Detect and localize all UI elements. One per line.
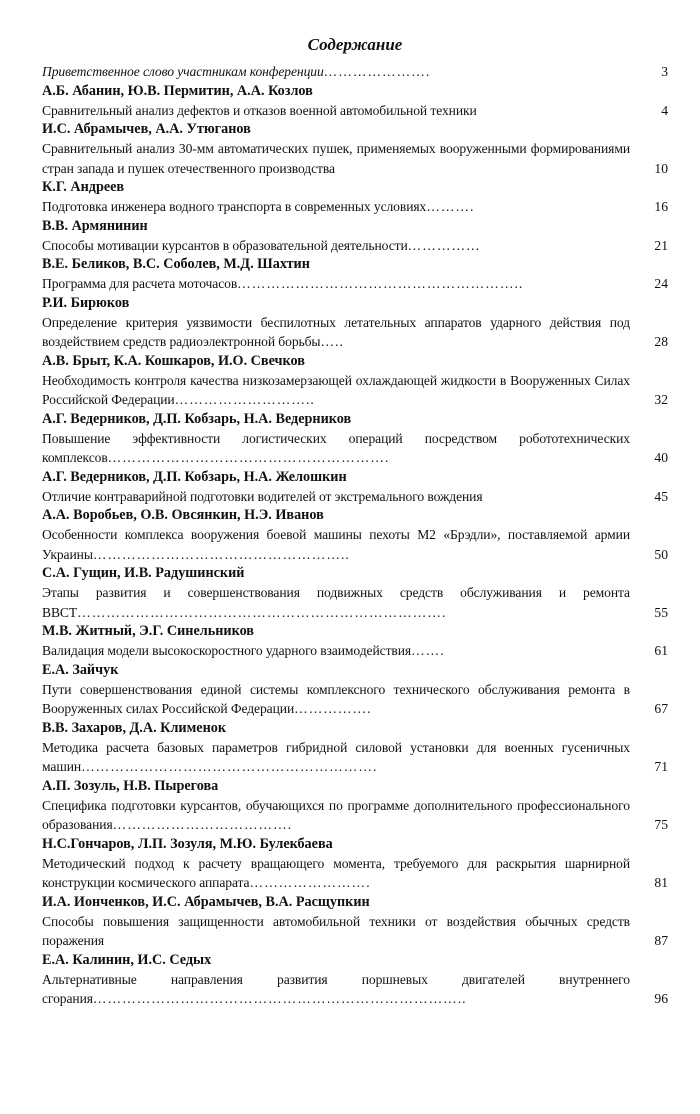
entry-leaders: ……………………………………………………. [81, 759, 378, 774]
entry-authors: А.П. Зозуль, Н.В. Пырегова [42, 777, 219, 794]
entry-title [42, 62, 630, 82]
entry-title-text: Необходимость контроля качества низкозамерзающей охлаждающей жидкости в Вооруженных Силах Российской Федерации [42, 372, 630, 407]
entry-page-number: 21 [654, 237, 668, 253]
entry-page-number: 16 [654, 199, 668, 214]
entry-title-row [42, 313, 668, 352]
toc-entry [42, 506, 668, 564]
entry-authors: И.С. Абрамычев, А.А. Утюганов [42, 121, 251, 137]
entry-leaders: ………………………………………………….. [237, 276, 524, 291]
entry-title-row [42, 854, 668, 893]
entry-leaders: ……………. [294, 701, 372, 716]
entry-title-text: Методический подход к расчету вращающего момента, требуемого для раскрытия шарнирной конструкции космического аппарата [42, 855, 630, 890]
toc-entry [42, 719, 668, 777]
entry-title-text: Альтернативные направления развития поршневых двигателей внутреннего сгорания [42, 971, 630, 1006]
entry-title [42, 236, 630, 256]
entry-page-number: 40 [654, 450, 668, 465]
entry-page-number: 61 [654, 643, 668, 658]
toc-entry [42, 622, 668, 661]
entry-page-number: 10 [654, 160, 668, 176]
entry-title [42, 680, 630, 719]
entry-authors: И.А. Ионченков, И.С. Абрамычев, В.А. Расщупкин [42, 893, 370, 910]
entry-authors: А.Б. Абанин, Ю.В. Пермитин, А.А. Козлов [42, 82, 313, 99]
entry-authors: Р.И. Бирюков [42, 294, 130, 311]
entry-title [42, 429, 630, 468]
entry-authors: М.В. Житный, Э.Г. Синельников [42, 623, 254, 639]
entry-page-number: 75 [654, 817, 668, 832]
entry-title-text: Приветственное слово участникам конференции [42, 64, 324, 79]
toc-entry [42, 178, 668, 217]
entry-title-row [42, 680, 668, 719]
entry-leaders: …………………………………………….. [92, 546, 350, 562]
entry-authors: В.В. Армянинин [42, 217, 148, 234]
entry-title [42, 525, 630, 564]
entry-title-text: Этапы развития и совершенствования подвижных средств обслуживания и ремонта ВВСТ [42, 585, 630, 620]
entry-title-row [42, 429, 668, 468]
entry-page-number: 67 [654, 701, 668, 716]
toc-title: Содержание [307, 35, 403, 54]
entry-page-number: 28 [654, 334, 668, 349]
entry-title-row [42, 274, 668, 294]
entry-title-row [42, 236, 668, 256]
entry-title-text: Повышение эффективности логистических операций посредством робототехнических комплексов [42, 430, 630, 465]
entry-title [42, 970, 630, 1009]
entry-title-text: Специфика подготовки курсантов, обучающихся по программе дополнительного профессионального образования [42, 797, 630, 832]
entry-page-number: 96 [654, 991, 668, 1006]
entry-title-row [42, 525, 668, 564]
entry-leaders: ………. [426, 199, 475, 214]
entry-title-row [42, 487, 668, 507]
entry-title-row [42, 796, 668, 835]
toc-entry [42, 777, 668, 835]
entry-title-text: Сравнительный анализ дефектов и отказов военной автомобильной техники [42, 102, 477, 118]
entry-authors: А.Г. Ведерников, Д.П. Кобзарь, Н.А. Ведерников [42, 410, 352, 427]
entry-authors: А.Г. Ведерников, Д.П. Кобзарь, Н.А. Желошкин [42, 468, 347, 485]
entry-title-row [42, 197, 668, 217]
entry-page-number: 55 [654, 604, 668, 620]
entry-authors: А.А. Воробьев, О.В. Овсянкин, Н.Э. Иванов [42, 507, 324, 523]
entry-authors: А.В. Брыт, К.А. Кошкаров, И.О. Свечков [42, 352, 305, 369]
toc-entry [42, 951, 668, 1009]
entry-authors: К.Г. Андреев [42, 179, 125, 195]
entry-title-row [42, 139, 668, 178]
toc-entry [42, 255, 668, 294]
entry-authors: Н.С.Гончаров, Л.П. Зозуля, М.Ю. Булекбаева [42, 835, 333, 852]
entry-title-text: Сравнительный анализ 30-мм автоматических пушек, применяемых вооруженными формированиями стран запада и пушек отечественного производства [42, 141, 630, 176]
entry-title-text: Определение критерия уязвимости беспилотных летательных аппаратов ударного действия под воздействием средств радиоэлектронной борьбы [42, 314, 630, 349]
entry-authors: В.В. Захаров, Д.А. Клименок [42, 719, 227, 736]
entry-title-text: Подготовка инженера водного транспорта в современных условиях [42, 199, 427, 214]
toc-entry [42, 661, 668, 719]
entry-title-text: Пути совершенствования единой системы комплексного технического обслуживания ремонта в Вооруженных силах Российской Федерации [42, 681, 630, 716]
entry-title-text: Методика расчета базовых параметров гибридной силовой установки для военных гусеничных машин [42, 739, 630, 774]
entry-authors: Е.А. Зайчук [42, 661, 119, 678]
entry-title [42, 139, 630, 178]
entry-page-number: 4 [661, 102, 668, 118]
entry-page-number: 32 [654, 392, 668, 407]
entry-title-row [42, 738, 668, 777]
entry-title-row [42, 371, 668, 410]
entry-title [42, 583, 630, 622]
toc-entry [42, 564, 668, 622]
entry-page-number: 24 [654, 276, 668, 291]
toc-entry [42, 82, 668, 121]
entry-leaders: …………………………………………………………………. [77, 604, 447, 620]
entry-title [42, 274, 630, 294]
entry-title-row [42, 641, 668, 661]
entry-title [42, 854, 630, 893]
entry-title-text: Способы повышения защищенности автомобильной техники от воздействия обычных средств поражения [42, 913, 630, 948]
entry-page-number: 87 [654, 933, 668, 948]
entry-title-text: Особенности комплекса вооружения боевой машины пехоты М2 «Брэдли», поставляемой армии Украины [42, 527, 630, 562]
table-of-contents [42, 34, 668, 1009]
entry-page-number: 45 [654, 488, 668, 504]
entry-title [42, 487, 630, 507]
entry-authors: В.Е. Беликов, В.С. Соболев, М.Д. Шахтин [42, 256, 310, 272]
toc-entry [42, 294, 668, 352]
entry-title [42, 641, 630, 661]
entry-leaders: ……. [411, 643, 445, 658]
entry-page-number: 81 [654, 875, 668, 890]
entry-leaders: ….. [320, 334, 344, 349]
toc-entry [42, 410, 668, 468]
entry-leaders: ………………………………………………………………….. [92, 991, 467, 1006]
entry-leaders: …………………………………………………. [107, 450, 390, 465]
entry-title [42, 313, 630, 352]
entry-page-number: 3 [661, 64, 668, 79]
entry-title-row [42, 62, 668, 82]
entry-title [42, 796, 630, 835]
entry-leaders: …………… [407, 237, 481, 253]
toc-entry [42, 468, 668, 507]
toc-entry [42, 120, 668, 178]
entry-leaders: ……………………. [249, 875, 371, 890]
entry-authors: Е.А. Калинин, И.С. Седых [42, 951, 212, 968]
entry-title [42, 197, 630, 217]
entry-leaders: ……………………….. [174, 392, 315, 407]
entry-title-row [42, 101, 668, 121]
entry-title [42, 912, 630, 951]
entry-title-text: Способы мотивации курсантов в образовательной деятельности [42, 237, 408, 253]
entry-title-row [42, 583, 668, 622]
entry-title-row [42, 912, 668, 951]
entry-title-row [42, 970, 668, 1009]
entry-leaders: …………………. [323, 64, 431, 79]
toc-entry [42, 893, 668, 951]
entry-title-text: Отличие контраварийной подготовки водителей от экстремального вождения [42, 488, 483, 504]
entry-title [42, 101, 630, 121]
entry-title [42, 371, 630, 410]
toc-entries [42, 62, 668, 1009]
entry-page-number: 71 [654, 759, 668, 774]
entry-title [42, 738, 630, 777]
entry-page-number: 50 [654, 546, 668, 562]
toc-entry [42, 352, 668, 410]
entry-leaders: ………………………………. [112, 817, 293, 832]
toc-entry [42, 217, 668, 256]
entry-title-text: Валидация модели высокоскоростного ударного взаимодействия [42, 643, 412, 658]
toc-entry [42, 62, 668, 82]
toc-entry [42, 835, 668, 893]
entry-authors: С.А. Гущин, И.В. Радушинский [42, 565, 245, 581]
entry-title-text: Программа для расчета моточасов [42, 276, 238, 291]
